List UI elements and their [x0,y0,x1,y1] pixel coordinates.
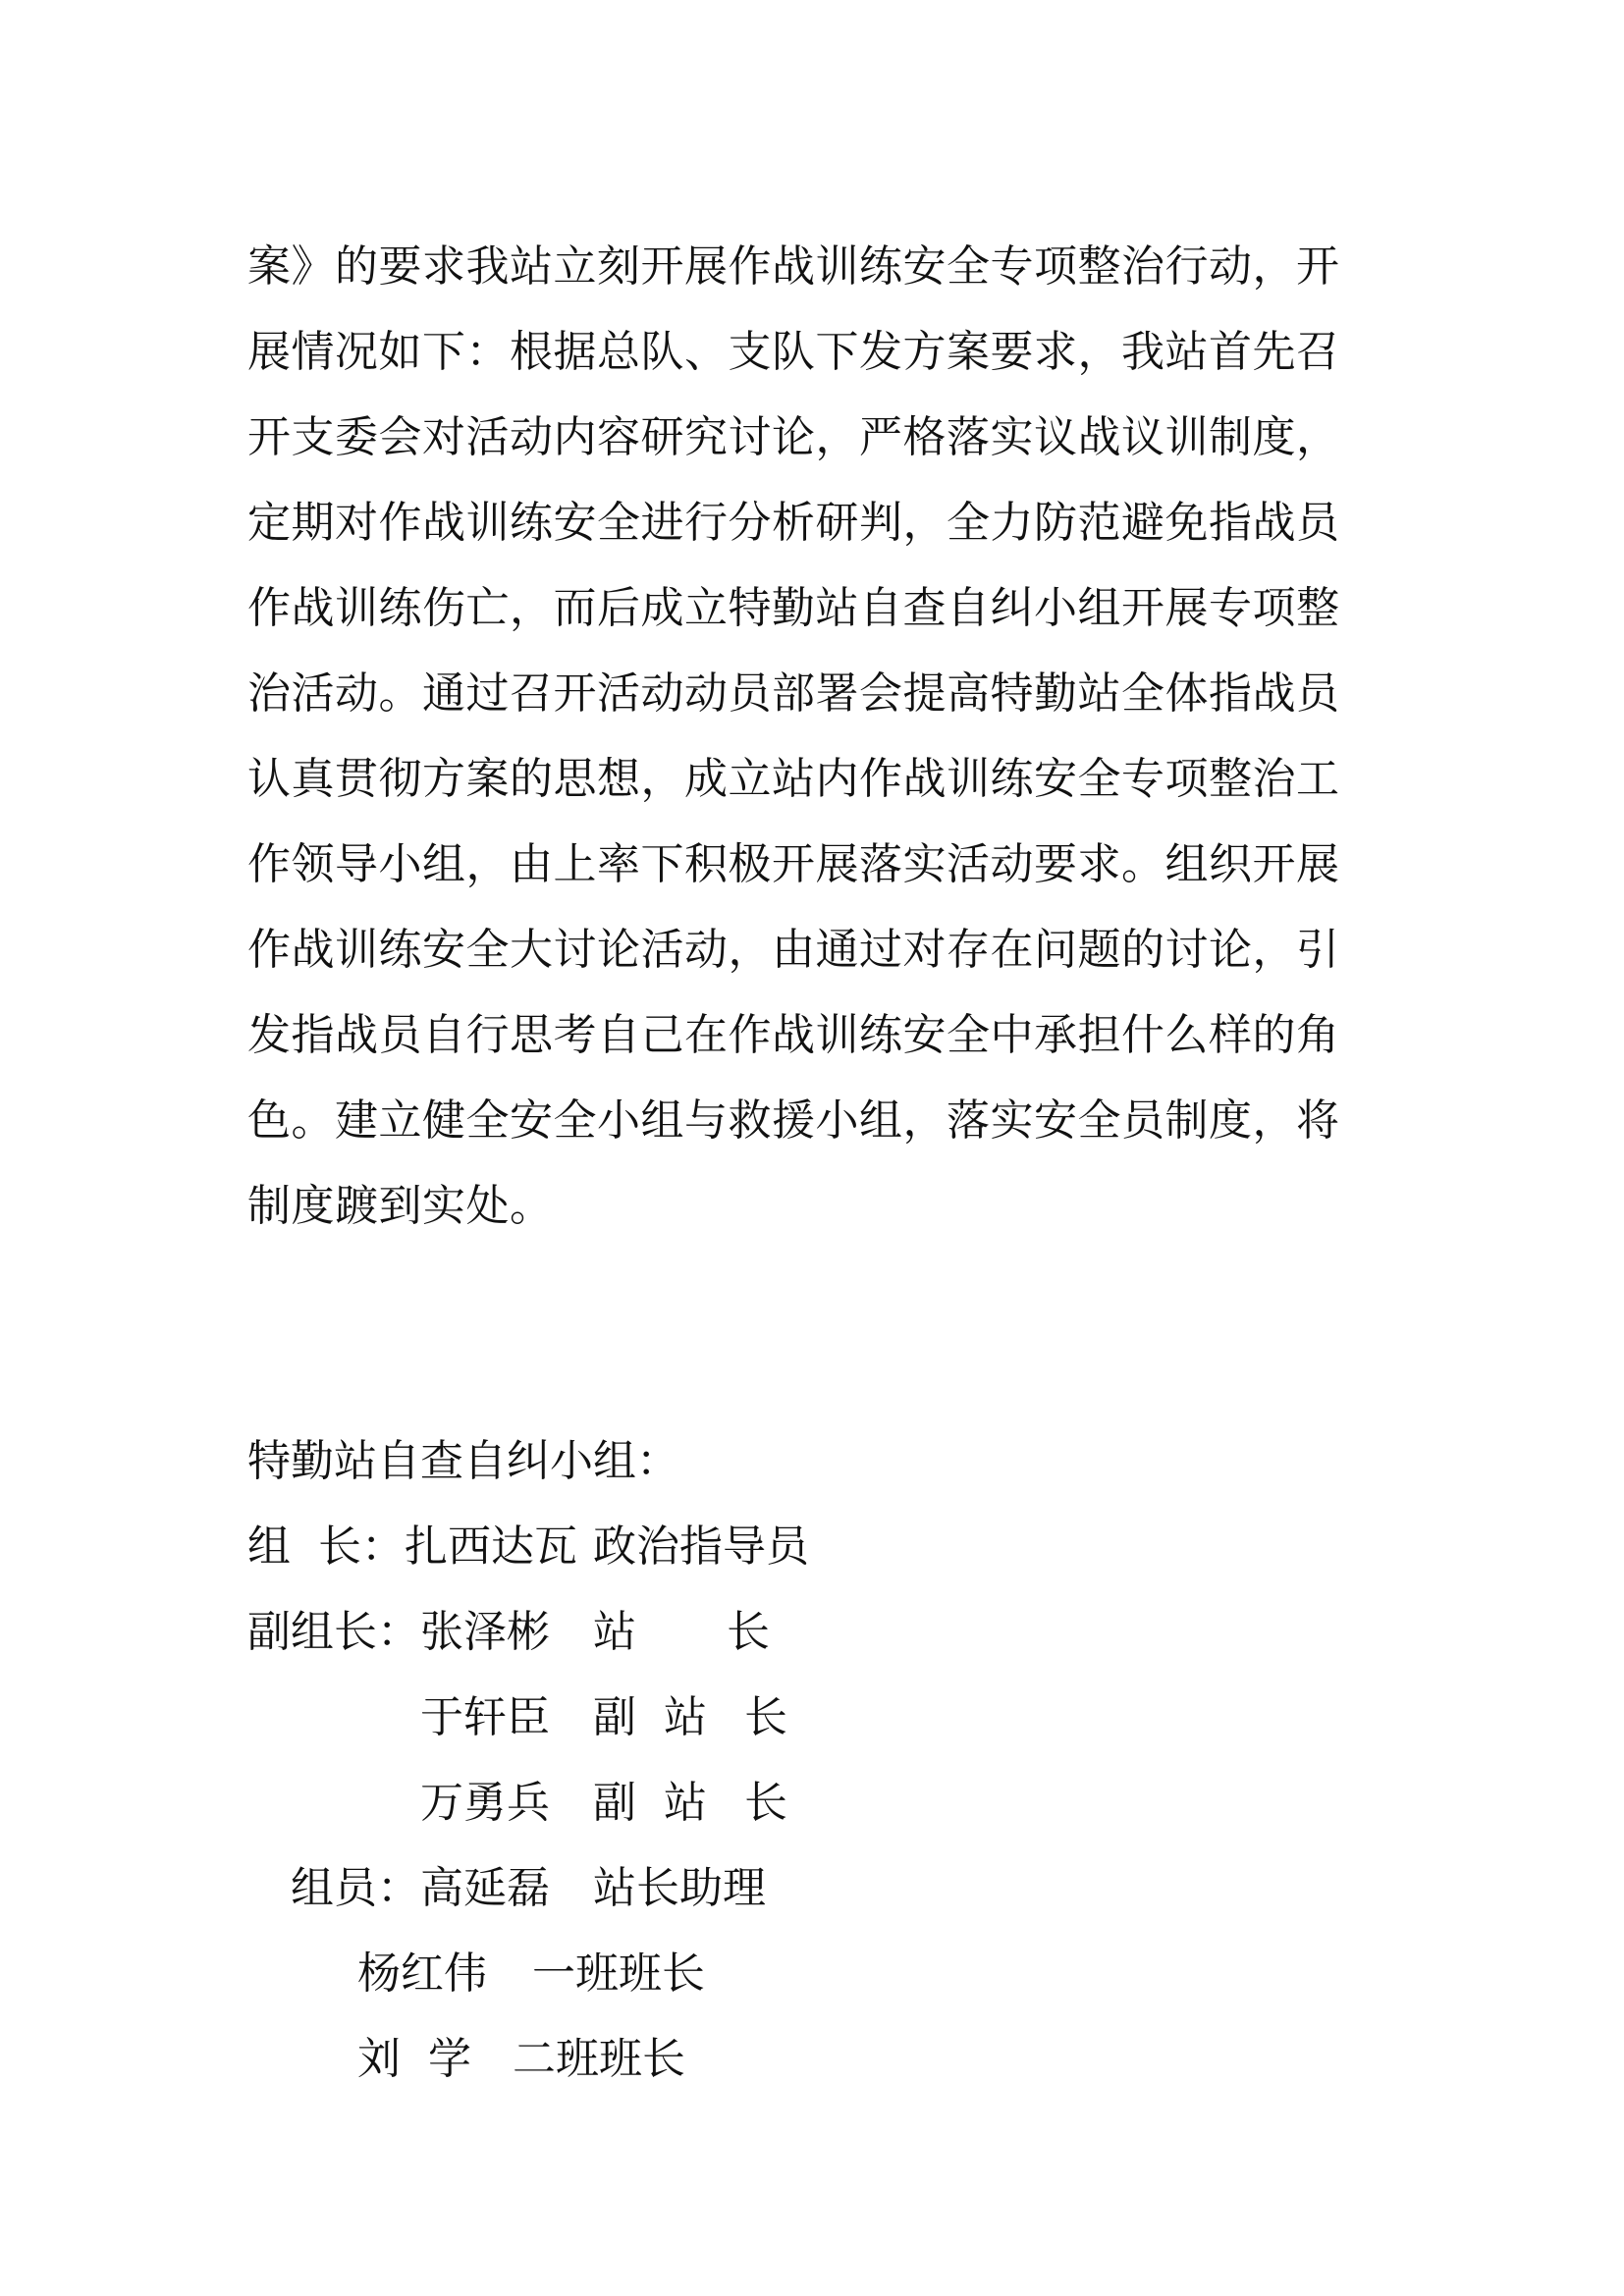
paragraph-line: 定期对作战训练安全进行分析研判，全力防范避免指战员 [247,498,1340,548]
roster-heading-row [247,1418,1347,1504]
deputy-title-char: 副 [593,1778,636,1828]
body-paragraph [247,224,1347,1249]
member-title: 一班班长 [532,1949,705,1999]
paragraph-line: 作领导小组，由上率下积极开展落实活动要求。组织开展 [247,839,1340,889]
roster-heading: 特勤站自查自纠小组： [247,1436,679,1486]
leader-row [247,1504,1347,1589]
deputy-label: 副组长： [247,1607,420,1657]
deputy-title-char: 副 [593,1692,636,1742]
group-roster [247,1418,1347,2102]
deputy-title-char: 长 [727,1607,770,1657]
paragraph-line: 案》的要求我站立刻开展作战训练安全专项整治行动，开 [247,241,1340,292]
member-row [247,1845,1347,1931]
member-label: 组员： [291,1863,420,1913]
paragraph-line: 治活动。通过召开活动动员部署会提高特勤站全体指战员 [247,668,1340,719]
deputy-name: 张泽彬 [420,1607,550,1657]
paragraph-line: 发指战员自行思考自己在作战训练安全中承担什么样的角 [247,1010,1340,1060]
deputy-title-char: 长 [744,1692,787,1742]
deputy-title-char: 站 [664,1778,707,1828]
deputy-title-char: 站 [664,1692,707,1742]
deputy-name: 于轩臣 [420,1692,550,1742]
member-row [247,2016,1347,2102]
member-name: 高延磊 [420,1863,550,1913]
member-title: 站长助理 [593,1863,766,1913]
deputy-title-char: 长 [744,1778,787,1828]
paragraph-line: 认真贯彻方案的思想，成立站内作战训练安全专项整治工 [247,754,1340,804]
leader-label: 组 长： [247,1522,405,1572]
deputy-row [247,1589,1347,1675]
deputy-name: 万勇兵 [420,1778,550,1828]
member-row [247,1931,1347,2016]
member-name: 杨红伟 [357,1949,487,1999]
paragraph-line: 制度踱到实处。 [247,1181,554,1231]
paragraph-line: 色。建立健全安全小组与救援小组，落实安全员制度，将 [247,1095,1340,1146]
paragraph-line: 作战训练安全大讨论活动，由通过对存在问题的讨论，引 [247,925,1340,975]
leader-name: 扎西达瓦 [405,1522,577,1572]
paragraph-line: 展情况如下：根据总队、支队下发方案要求，我站首先召 [247,327,1340,377]
member-title: 二班班长 [513,2034,685,2084]
leader-title: 政治指导员 [593,1522,809,1572]
deputy-row [247,1760,1347,1845]
member-name: 刘 学 [357,2034,471,2084]
paragraph-line: 开支委会对活动内容研究讨论，严格落实议战议训制度， [247,412,1340,462]
paragraph-line: 作战训练伤亡，而后成立特勤站自查自纠小组开展专项整 [247,583,1340,633]
deputy-row [247,1675,1347,1760]
deputy-title-char: 站 [593,1607,636,1657]
